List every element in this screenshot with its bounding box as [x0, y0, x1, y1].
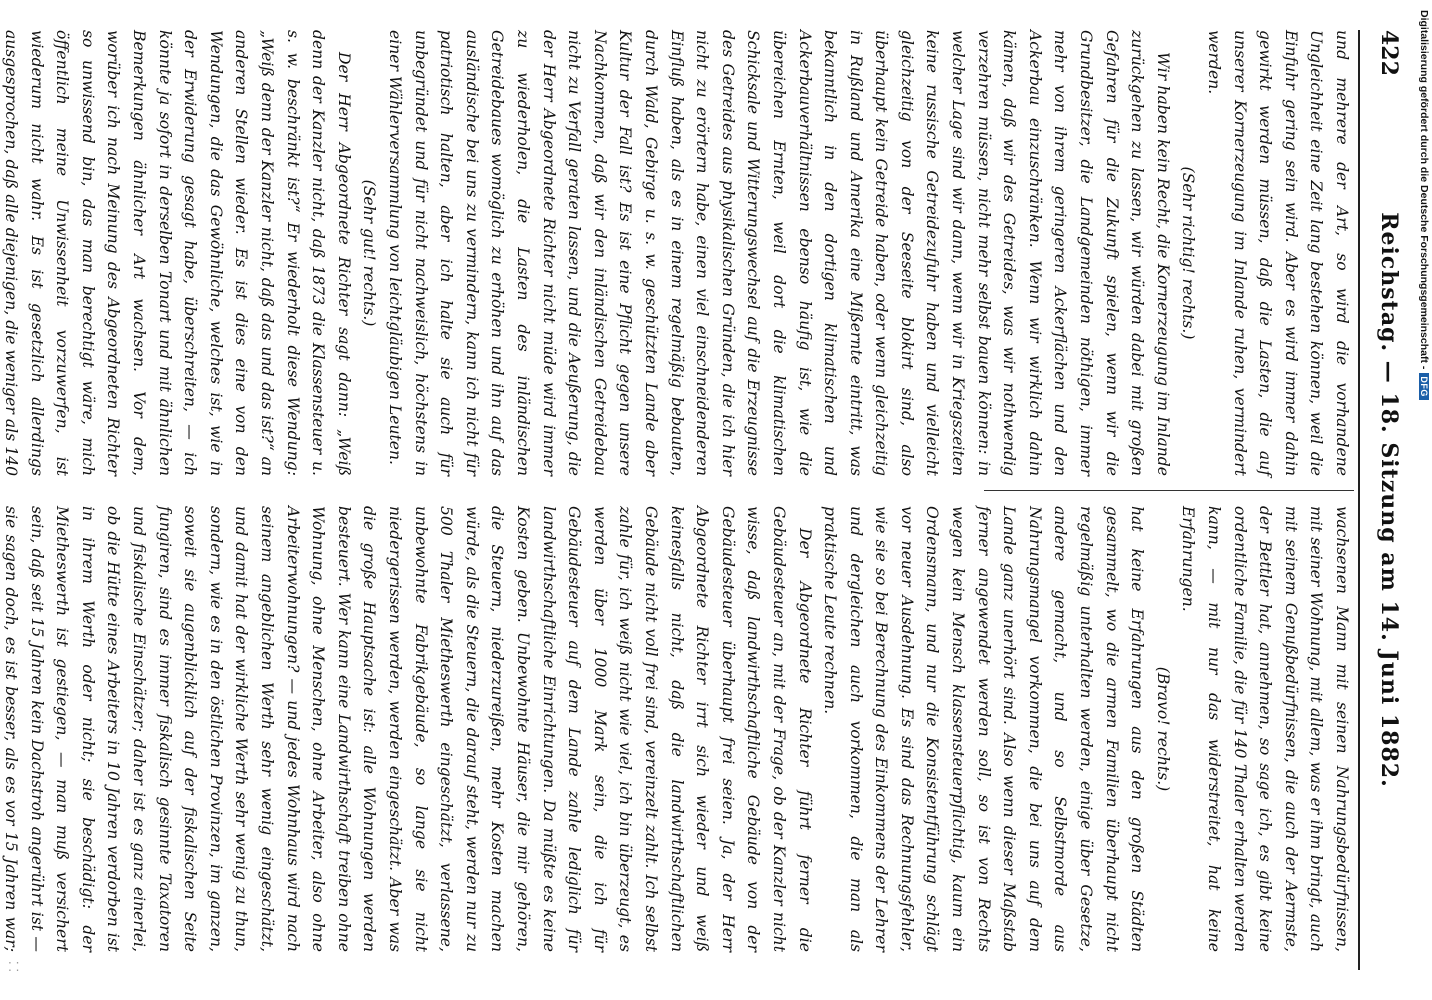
page-header: [1362, 30, 1402, 970]
right-column-paragraph: wachsenen Mann mit seinen Nahrungsbedürfnissen, mit seiner Wohnung, mit allem, was er ihm bringt, auch mit seinem Genußbedürfnissen, die auch der Aermste, der Bettler hat, annehmen, so sage ich, es gibt keine ordentliche Familie, die für 140 Thaler erhalten werden kann, — mit nur das widerstreitet, hat keine Erfahrungen.: [1179, 506, 1351, 952]
left-column-paragraph: (Sehr gut! rechts.): [360, 179, 379, 327]
digitization-notice-text: Digitalisierung gefördert durch die Deutsche Forschungsgemeinschaft -: [1418, 10, 1430, 370]
right-column-paragraph: Der Abgeordnete Richter führt ferner die Gebäudesteuer an, mit der Frage, ob der Kanzler nicht wisse, daß landwirthschaftliche Gebäude von der Gebäudesteuer überhaupt frei seien. Ja, der Herr Abgeordnete Richter irrt sich wieder und weiß keinesfalls nicht, daß die landwirthschaftlichen Gebäude nicht voll frei sind, vereinzelt zahlt. Ich selbst zahle für, ich weiß nicht wie viel, ich bin überzeugt, es werden über 1000 Mark sein, die ich für Gebäudesteuer auf dem Lande zahle lediglich für landwirthschaftliche Einrichtungen. Da müßte es keine Kosten geben. Unbewohnte Häuser, die mir gehören, die Steuern, niederzureißen, mehr Kosten machen würde, als die Steuern, die darauf steht, werden nur zu 500 Thaler Mietheswerth eingeschätzt, verlassene, unbewohnte Fabrikgebäude, so lange sie nicht niedergerissen werden, werden eingeschätzt. Aber was die große Hauptsache ist: alle Wohnungen werden besteuert. Wer kann eine Landwirthschaft treiben ohne Wohnung, ohne Menschen, ohne Arbeiter, also ohne Arbeiterwohnungen? — und jedes Wohnhaus wird nach seinem angeblichen Werth sehr wenig eingeschätzt, und damit hat der wirkliche Werth sehr wenig zu thun, sondern, wie es in den östlichen Provinzen, im ganzen, soweit sie augenblicklich auf der fiskalischen Seite fungiren, sind es immer fiskalisch gesinnte Taxatoren und fiskalische Einschätzer; daher ist es ganz einerlei, ob die Hütte eines Arbeiters in 10 Jahren verdorben ist in ihrem Werth oder nicht; sie beschädigt: der Mietheswerth ist gestiegen, — man muß versichert sein, daß seit 15 Jahren kein Dachstroh angerührt ist — sie sagen doch, es ist besser, als es vor 15 Jahren war;: [2, 506, 814, 952]
left-column: [2, 30, 1354, 476]
right-column-paragraph: hat keine Erfahrungen aus den großen Städten gesammelt, wo die armen Familien überhaupt nicht regelmäßig unterhalten werden, einige über Gesetze, andere gemacht, und so Selbstmorde aus Nahrungsmangel vorkommen, die bei uns auf dem Lande ganz unerhört sind. Also wenn dieser Maßstab ferner angewendet werden soll, so ist von Rechts wegen kein Mensch klassensteuerpflichtig, kaum ein Ordensmann, und nur die Konsistentführung schlägt vor neuer Ausdehnung. Es sind das Rechnungsfehler, wie sie so bei Berechnung des Einkommens der Lehrer und dergleichen auch vorkommen, die man als praktische Leute rechnen.: [821, 506, 1147, 952]
page-number: 422: [1376, 30, 1402, 76]
dfg-logo-badge: DFG: [1419, 373, 1429, 400]
scanned-page: [2, 10, 1420, 990]
left-column-paragraph: Wir haben kein Recht, die Kornerzeugung im Inlande zurückgehen zu lassen, wir würden dabei mit großen Gefahren für die Zukunft spielen, wenn wir die Grundbesitzer, die Landgemeinden nöthigen, immer mehr von ihrem geringeren Ackerflächen und den Ackerbau einzuschränken. Wenn wir wirklich dahin kämen, daß wir des Getreides, was wir nothwendig verzehren müssen, nicht mehr selbst bauen können: in welcher Lage sind wir dann, wenn wir in Kriegszeiten keine russische Getreidezufuhr haben und vielleicht gleichzeitig von der Seeseite blokirt sind, also überhaupt kein Getreide haben, oder wenn gleichzeitig in Rußland und Amerika eine Mißernte eintritt, was bekanntlich in den dortigen klimatischen und Ackerbauverhältnissen ebenso häufig ist, wie die übereichen Ernten, weil dort die klimatischen Schicksale und Witterungswechsel auf die Erzeugnisse des Getreides aus physikalischen Gründen, die ich hier nicht zu erörtern habe, einen viel einschneidenderen Einfluß haben, als es in einem regelmäßig bebauten, durch Wald, Gebirge u. s. w. geschützten Lande aber Kultur der Fall ist? Es ist eine Pflicht gegen unsere Nachkommen, daß wir den inländischen Getreidebau nicht zu Verfall geraten lassen, und die Aeußerung, die der Herr Abgeordnete Richter nicht müde wird immer zu wiederholen, die Lasten des inländischen Getreidebaues womöglich zu erhöhen und ihn auf das ausländische bei uns zu vermindern, kann ich nicht für patriotisch halten, aber ich halte sie auch für unbegründet und für nicht nachweislich, höchstens in einer Wählerversammlung von leichtgläubigen Leuten.: [386, 30, 1172, 476]
right-column-paragraph: (Bravo! rechts.): [1153, 666, 1172, 792]
left-column-paragraph: und mehrere der Art, so wird die vorhandene Ungleichheit eine Zeit lang bestehen können, weil die Einfuhr gering sein wird. Aber es wird immer dahin gewirkt werden müssen, daß die Lasten, die auf unserer Kornerzeugung im Inlande ruhen, vermindert werden.: [1205, 30, 1351, 476]
left-column-paragraph: Der Herr Abgeordnete Richter sagt dann: „Weiß denn der Kanzler nicht, daß 1873 die Klassensteuer u. s. w. beschränkt ist?“ Er wiederholt diese Wendung: „Weiß denn der Kanzler nicht, daß das und das ist?“ an anderen Stellen wieder. Es ist dies eine von den Wendungen, die das Gewöhnliche, welches ist, wie in der Erwiderung gesagt habe, überschreiten, — ich könnte ja sofort in derselben Tonart und mit ähnlichen Bemerkungen ähnlicher Art wachsen. Vor dem, worüber ich nach Meinung des Abgeordneten Richter so unwissend bin, das man berechtigt wäre, mich öffentlich meine Unwissenheit vorzuwerfen, ist wiederum nicht wahr. Es ist gesetzlich allerdings ausgesprochen, daß alle diejenigen, die weniger als 140: [2, 30, 353, 476]
running-head: Reichstag. — 18. Sitzung am 14. Juni 1882.: [1376, 212, 1402, 788]
header-rule: [1358, 30, 1360, 970]
corner-mark: ⁚ ⁚: [8, 960, 20, 974]
digitization-notice: [1418, 10, 1430, 400]
left-column-paragraph: (Sehr richtig! rechts.): [1179, 166, 1198, 340]
right-column: [2, 506, 1354, 952]
column-rule: [984, 490, 1354, 491]
